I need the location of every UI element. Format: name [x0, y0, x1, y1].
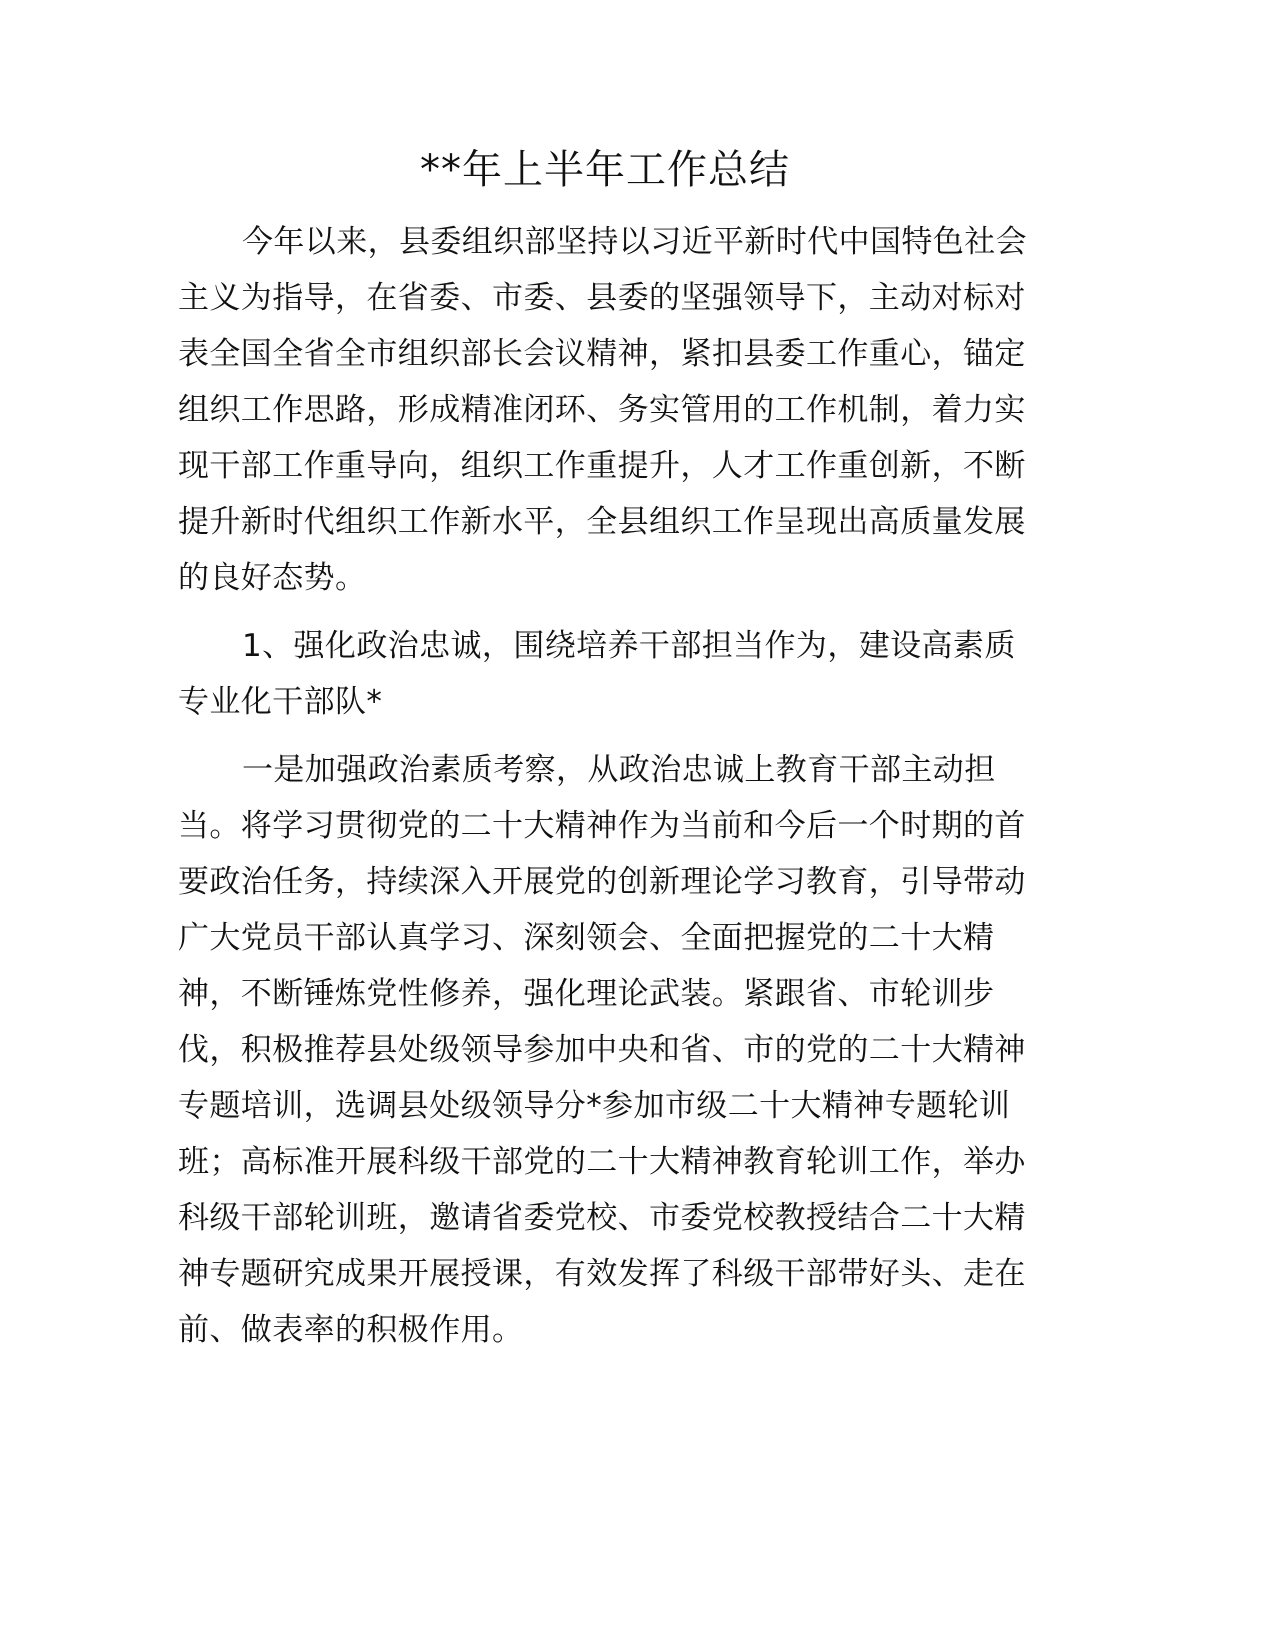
paragraph-line: 伐，积极推荐县处级领导参加中央和省、市的党的二十大精神: [178, 1032, 1026, 1068]
paragraph-section-1-point-1: [178, 742, 1038, 1358]
paragraph-line: 班；高标准开展科级干部党的二十大精神教育轮训工作，举办: [178, 1144, 1026, 1180]
paragraph-intro: [178, 214, 1038, 606]
document-body: [178, 214, 1038, 1358]
paragraph-line: 专题培训，选调县处级领导分*参加市级二十大精神专题轮训: [178, 1088, 1011, 1124]
heading-line: 专业化干部队*: [178, 684, 383, 720]
paragraph-line: 现干部工作重导向，组织工作重提升，人才工作重创新，不断: [178, 448, 1026, 484]
paragraph-line: 主义为指导，在省委、市委、县委的坚强领导下，主动对标对: [178, 280, 1026, 316]
paragraph-line: 今年以来，县委组织部坚持以习近平新时代中国特色社会: [242, 224, 1027, 260]
paragraph-line: 提升新时代组织工作新水平，全县组织工作呈现出高质量发展: [178, 504, 1026, 540]
paragraph-line: 组织工作思路，形成精准闭环、务实管用的工作机制，着力实: [178, 392, 1026, 428]
paragraph-line: 科级干部轮训班，邀请省委党校、市委党校教授结合二十大精: [178, 1200, 1026, 1236]
paragraph-line: 要政治任务，持续深入开展党的创新理论学习教育，引导带动: [178, 864, 1026, 900]
section-1-heading: [178, 618, 1038, 730]
paragraph-line: 广大党员干部认真学习、深刻领会、全面把握党的二十大精: [178, 920, 995, 956]
paragraph-spacer: [178, 730, 1038, 742]
paragraph-line: 一是加强政治素质考察，从政治忠诚上教育干部主动担: [242, 752, 996, 788]
paragraph-line: 前、做表率的积极作用。: [178, 1312, 524, 1348]
paragraph-line: 表全国全省全市组织部长会议精神，紧扣县委工作重心，锚定: [178, 336, 1026, 372]
paragraph-line: 的良好态势。: [178, 560, 367, 596]
paragraph-line: 当。将学习贯彻党的二十大精神作为当前和今后一个时期的首: [178, 808, 1026, 844]
paragraph-line: 神，不断锤炼党性修养，强化理论武装。紧跟省、市轮训步: [178, 976, 995, 1012]
paragraph-spacer: [178, 606, 1038, 618]
document-title: **年上半年工作总结: [420, 147, 790, 193]
paragraph-line: 神专题研究成果开展授课，有效发挥了科级干部带好头、走在: [178, 1256, 1026, 1292]
heading-line: 1、强化政治忠诚，围绕培养干部担当作为，建设高素质: [242, 628, 1016, 664]
